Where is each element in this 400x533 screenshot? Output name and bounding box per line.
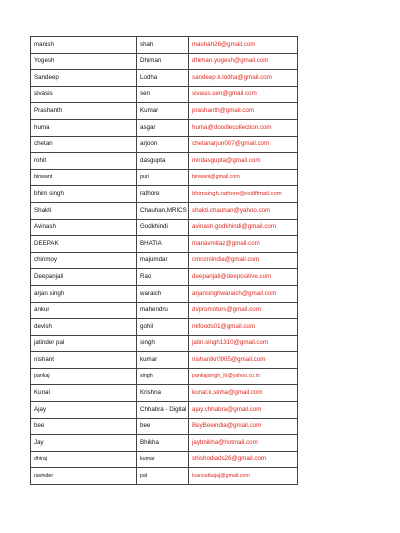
table-row bbox=[31, 302, 298, 319]
last-name-cell: shah bbox=[137, 37, 189, 54]
last-name-cell: singh bbox=[137, 335, 189, 352]
table-row bbox=[31, 37, 298, 54]
email-cell: pankajsingh_hl@yahoo.co.in bbox=[189, 368, 298, 385]
last-name-cell: singh bbox=[137, 368, 189, 385]
last-name-cell: Chhabra - Digital bbox=[137, 402, 189, 419]
last-name-cell: rathore bbox=[137, 186, 189, 203]
email-cell: nishantkr0905@gmail.com bbox=[189, 352, 298, 369]
first-name-cell: Kunal bbox=[31, 385, 137, 402]
table-row bbox=[31, 53, 298, 70]
email-cell: avinash.godkhindi@gmail.com bbox=[189, 219, 298, 236]
table-row bbox=[31, 86, 298, 103]
table-row bbox=[31, 319, 298, 336]
first-name-cell: dhiraj bbox=[31, 451, 137, 468]
first-name-cell: nishant bbox=[31, 352, 137, 369]
contacts-table-body bbox=[31, 37, 298, 485]
last-name-cell: Bhikha bbox=[137, 435, 189, 452]
table-row bbox=[31, 385, 298, 402]
last-name-cell: kumar bbox=[137, 451, 189, 468]
email-cell: mirdasgupta@gmail.com bbox=[189, 153, 298, 170]
email-cell: BeyBeeindia@gmail.com bbox=[189, 418, 298, 435]
email-cell: sivasis.sen@gmail.com bbox=[189, 86, 298, 103]
first-name-cell: Sandeep bbox=[31, 70, 137, 87]
table-row bbox=[31, 402, 298, 419]
email-cell: loansatbajaj@gmail.com bbox=[189, 468, 298, 485]
table-row bbox=[31, 335, 298, 352]
last-name-cell: waraich bbox=[137, 285, 189, 302]
email-cell: cmnzniindia@gmail.com bbox=[189, 252, 298, 269]
first-name-cell: devish bbox=[31, 319, 137, 336]
table-row bbox=[31, 252, 298, 269]
first-name-cell: Avinash bbox=[31, 219, 137, 236]
last-name-cell: Lodha bbox=[137, 70, 189, 87]
first-name-cell: arjan singh bbox=[31, 285, 137, 302]
email-cell: jatin.singh1310@gmail.com bbox=[189, 335, 298, 352]
email-cell: dhiman.yogesh@gmail.com bbox=[189, 53, 298, 70]
email-cell: kunal.k.sinha@gmail.com bbox=[189, 385, 298, 402]
first-name-cell: rohit bbox=[31, 153, 137, 170]
last-name-cell: Kumar bbox=[137, 103, 189, 120]
first-name-cell: bhim singh bbox=[31, 186, 137, 203]
first-name-cell: Prashanth bbox=[31, 103, 137, 120]
table-row bbox=[31, 119, 298, 136]
first-name-cell: Deepanjali bbox=[31, 269, 137, 286]
last-name-cell: gohil bbox=[137, 319, 189, 336]
table-row bbox=[31, 70, 298, 87]
table-row bbox=[31, 352, 298, 369]
last-name-cell: puri bbox=[137, 169, 189, 186]
table-row bbox=[31, 418, 298, 435]
first-name-cell: huma bbox=[31, 119, 137, 136]
last-name-cell: sen bbox=[137, 86, 189, 103]
contact-sheet bbox=[30, 36, 297, 485]
email-cell: sandeep.k.lodha@gmail.com bbox=[189, 70, 298, 87]
table-row bbox=[31, 202, 298, 219]
email-cell: prashanth@gmail.com bbox=[189, 103, 298, 120]
first-name-cell: jatinder pal bbox=[31, 335, 137, 352]
last-name-cell: BHATIA bbox=[137, 236, 189, 253]
first-name-cell: bee bbox=[31, 418, 137, 435]
table-row bbox=[31, 219, 298, 236]
first-name-cell: DEEPAK bbox=[31, 236, 137, 253]
first-name-cell: sivasis bbox=[31, 86, 137, 103]
last-name-cell: kumar bbox=[137, 352, 189, 369]
email-cell: nkfoods01@gmail.com bbox=[189, 319, 298, 336]
last-name-cell: arjoon bbox=[137, 136, 189, 153]
last-name-cell: bee bbox=[137, 418, 189, 435]
first-name-cell: chinmoy bbox=[31, 252, 137, 269]
email-cell: shakti.chauhan@yahoo.com bbox=[189, 202, 298, 219]
first-name-cell: pankaj bbox=[31, 368, 137, 385]
last-name-cell: Godkhindi bbox=[137, 219, 189, 236]
email-cell: arjansinghwaraich@gmail.com bbox=[189, 285, 298, 302]
first-name-cell: chetan bbox=[31, 136, 137, 153]
last-name-cell: majumdar bbox=[137, 252, 189, 269]
first-name-cell: manish bbox=[31, 37, 137, 54]
first-name-cell: Jay bbox=[31, 435, 137, 452]
email-cell: deepanjali@deepositive.com bbox=[189, 269, 298, 286]
last-name-cell: mahendru bbox=[137, 302, 189, 319]
first-name-cell: Yogesh bbox=[31, 53, 137, 70]
email-cell: dvpromotors@gmail.com bbox=[189, 302, 298, 319]
last-name-cell: pal bbox=[137, 468, 189, 485]
last-name-cell: asgar bbox=[137, 119, 189, 136]
email-cell: bhimsingh.rathore@rediffmail.com bbox=[189, 186, 298, 203]
table-row bbox=[31, 269, 298, 286]
last-name-cell: Rao bbox=[137, 269, 189, 286]
email-cell: binwant@gmail.com bbox=[189, 169, 298, 186]
email-cell: chetanarjun007@gmail.com bbox=[189, 136, 298, 153]
last-name-cell: Chauhan,MRICS bbox=[137, 202, 189, 219]
table-row bbox=[31, 435, 298, 452]
table-row bbox=[31, 186, 298, 203]
first-name-cell: binwant bbox=[31, 169, 137, 186]
email-cell: shishodiads26@gmail.com bbox=[189, 451, 298, 468]
table-row bbox=[31, 153, 298, 170]
table-row bbox=[31, 169, 298, 186]
last-name-cell: dasgupta bbox=[137, 153, 189, 170]
first-name-cell: Ajay bbox=[31, 402, 137, 419]
table-row bbox=[31, 468, 298, 485]
table-row bbox=[31, 285, 298, 302]
first-name-cell: ravinder bbox=[31, 468, 137, 485]
contacts-table bbox=[30, 36, 298, 485]
email-cell: jaybhikha@hotmail.com bbox=[189, 435, 298, 452]
email-cell: ajay.chhabra@gmail.com bbox=[189, 402, 298, 419]
first-name-cell: ankur bbox=[31, 302, 137, 319]
last-name-cell: Krishna bbox=[137, 385, 189, 402]
email-cell: manavmitaz@gmail.com bbox=[189, 236, 298, 253]
table-row bbox=[31, 136, 298, 153]
email-cell: mashah26@gmail.com bbox=[189, 37, 298, 54]
table-row bbox=[31, 103, 298, 120]
table-row bbox=[31, 236, 298, 253]
table-row bbox=[31, 451, 298, 468]
first-name-cell: Shakti bbox=[31, 202, 137, 219]
table-row bbox=[31, 368, 298, 385]
email-cell: huma@doodlecollection.com bbox=[189, 119, 298, 136]
last-name-cell: Dhiman bbox=[137, 53, 189, 70]
